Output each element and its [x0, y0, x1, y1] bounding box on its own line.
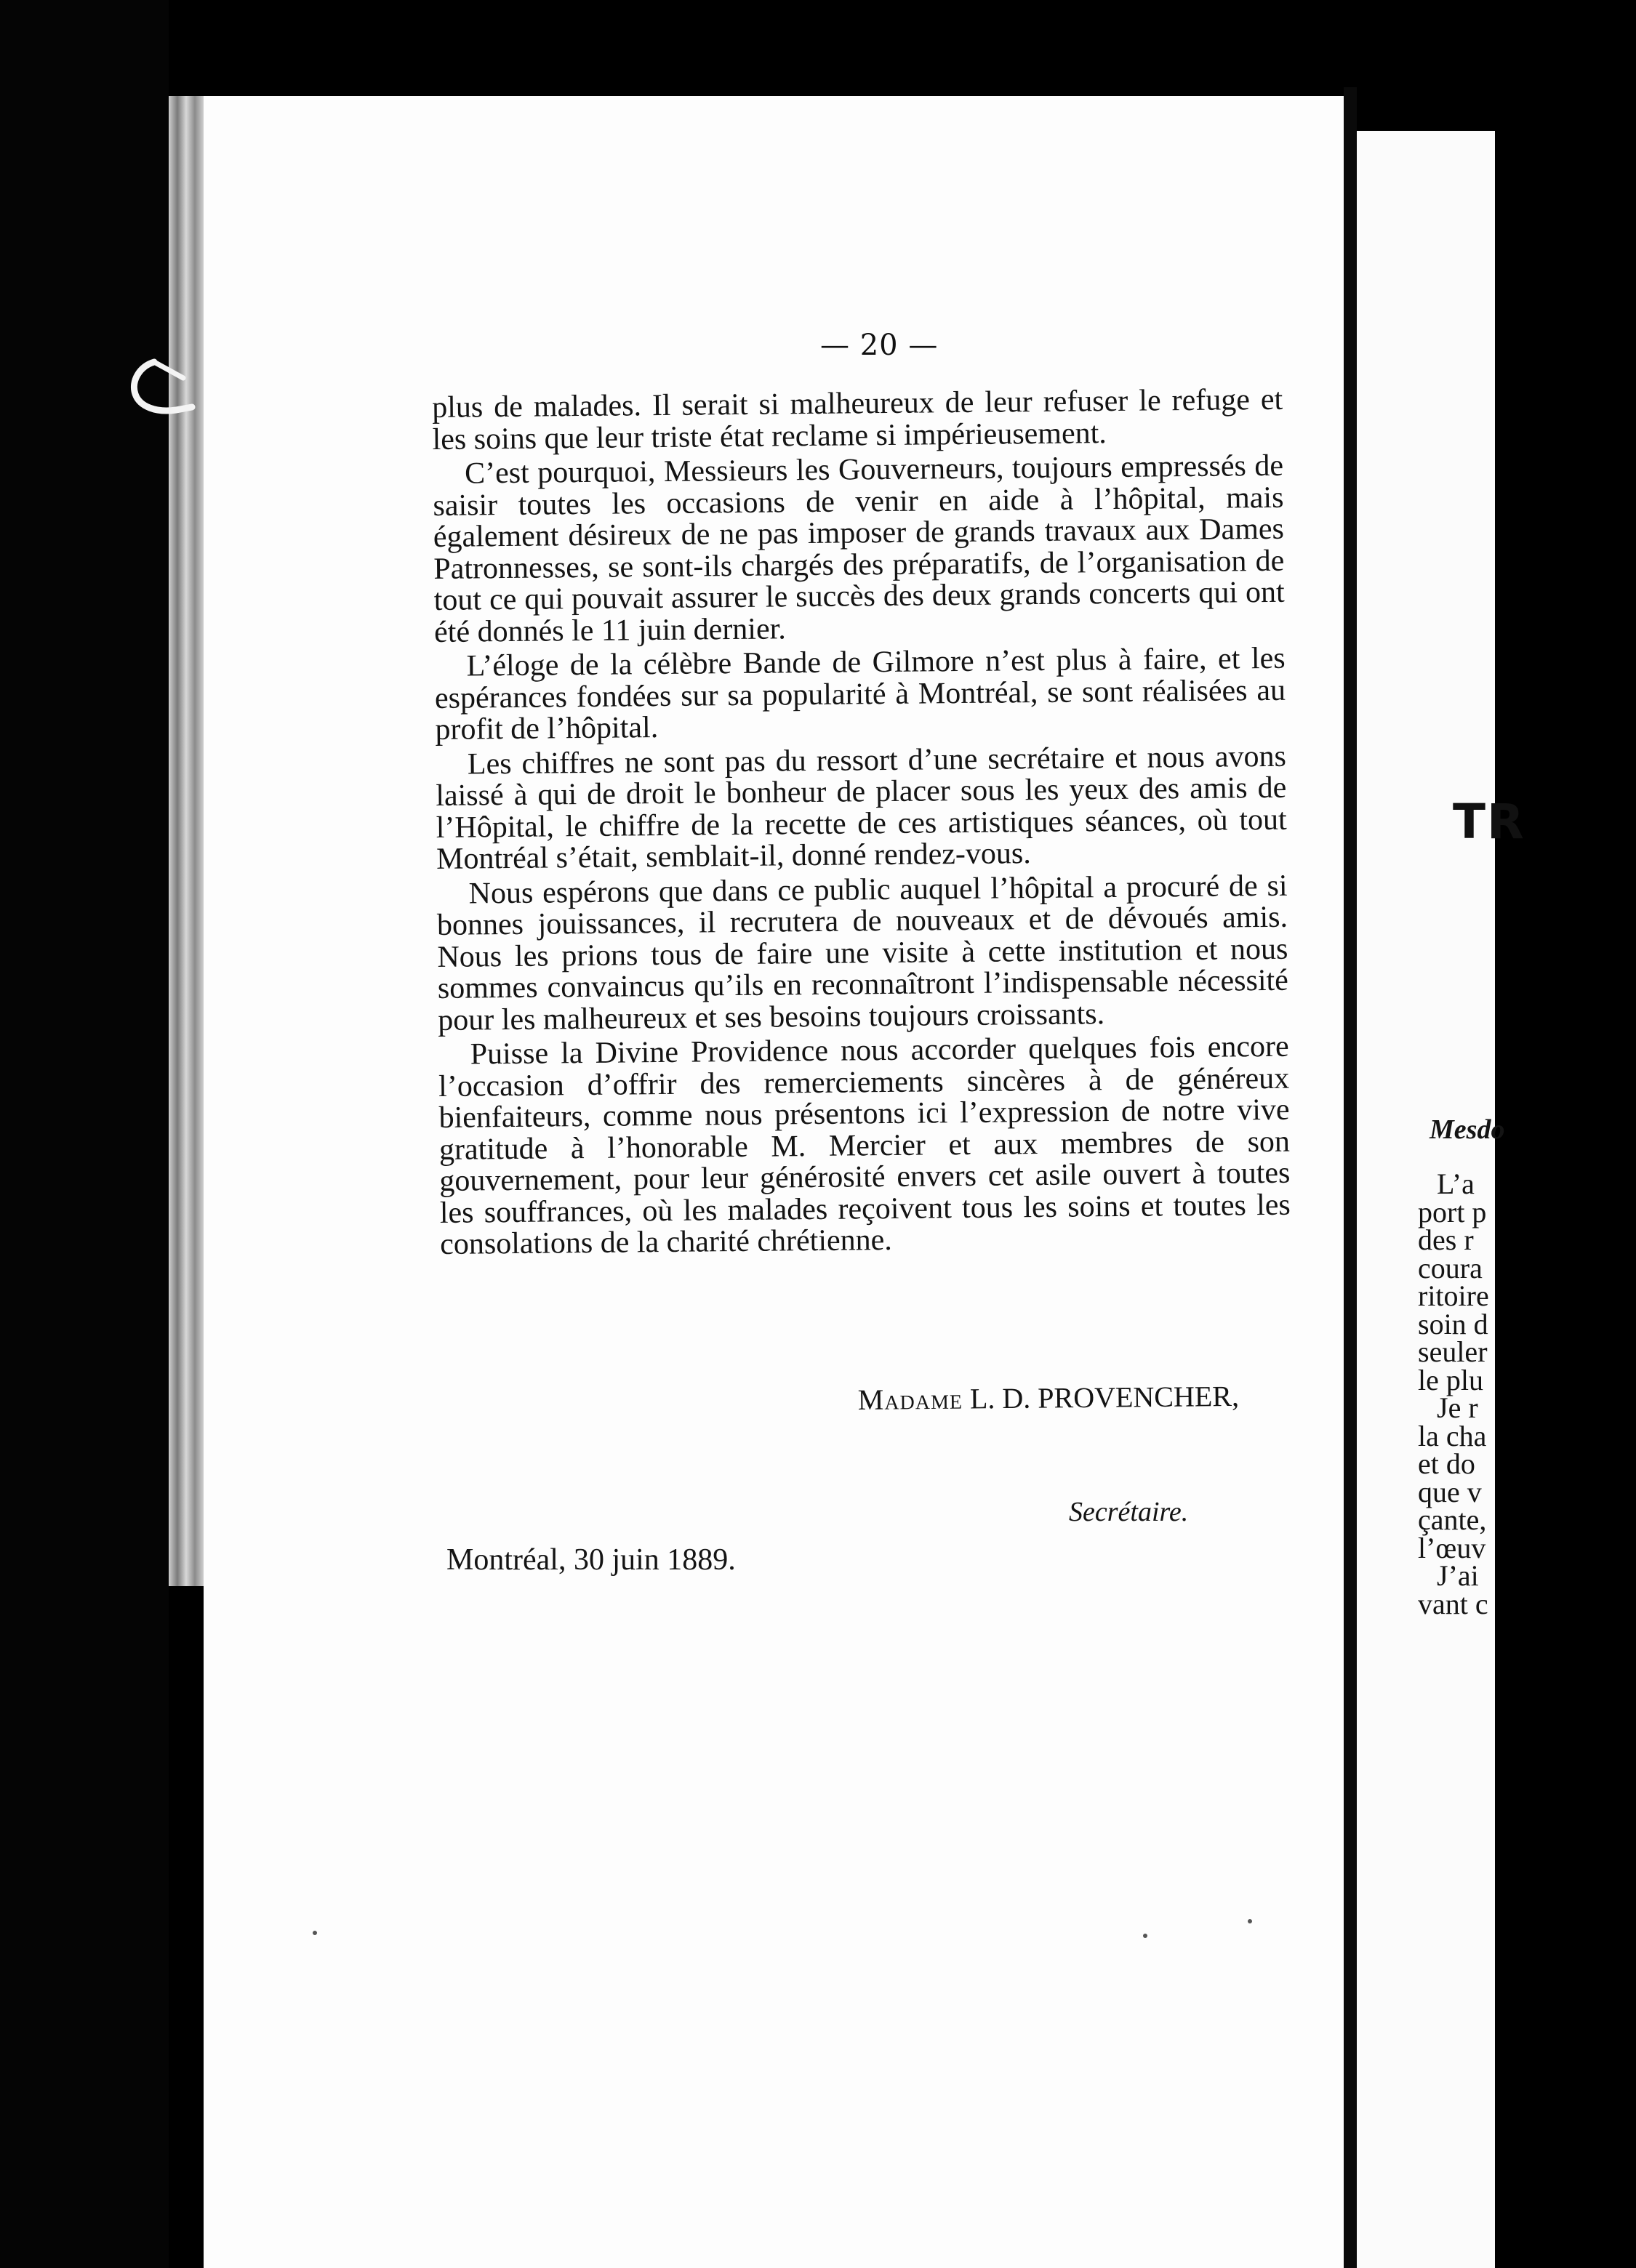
binding-clip-icon [125, 356, 195, 422]
paragraph: Puisse la Divine Providence nous accorder quelques fois encore l’occasion d’offrir des remerciements sincères à de généreux bienfaiteurs, comme nous présentons ici l’expression de notre vive gratitude à l’honorable M. Mercier et aux membres de son gouvernement, pour leur générosité envers cet asile ouvert à toutes les souffrances, où les malades reçoivent tous les soins et toutes les consolations de la charité chrétienne. [438, 1029, 1291, 1261]
facing-page-line: et do [1418, 1447, 1475, 1480]
facing-page-line: seuler [1418, 1335, 1488, 1368]
facing-page-line: l’œuv [1418, 1531, 1486, 1564]
facing-page-line: port p [1418, 1195, 1487, 1228]
paragraph: plus de malades. Il serait si malheureux de leur refuser le refuge et les soins que leur triste état reclame si impérieusement. [431, 382, 1283, 457]
facing-page-line: ritoire [1418, 1279, 1489, 1312]
paragraph: Nous espérons que dans ce public auquel l’hôpital a procuré de si bonnes jouissances, il recrutera de nouveaux et de dévoués amis. Nous les prions tous de faire une visite à cette institution et nous sommes convaincus qu’ils en reconnaîtront l’indispensable nécessité pour les malheureux et ses besoins toujours croissants. [436, 869, 1289, 1037]
signature-honorific: Madame [857, 1382, 963, 1416]
body-text [431, 382, 1291, 1264]
signature-title: Secrétaire. [1069, 1497, 1189, 1527]
signature-name: L. D. PROVENCHER, [969, 1379, 1240, 1415]
facing-page-line: coura [1418, 1251, 1483, 1284]
facing-page-line: la cha [1418, 1419, 1487, 1452]
facing-page-heading: TR [1453, 794, 1525, 850]
scan-speck [1248, 1919, 1252, 1923]
facing-page [1357, 131, 1525, 2268]
paragraph: C’est pourquoi, Messieurs les Gouverneurs, toujours empressés de saisir toutes les occasions de venir en aide à l’hôpital, mais également désireux de ne pas imposer de grands travaux aux Dames Patronnesses, se sont-ils chargés des préparatifs, de l’organisation de tout ce qui pouvait assurer le succès des deux grands concerts qui ont été donnés le 11 juin dernier. [433, 449, 1285, 649]
scan-speck [1143, 1934, 1147, 1938]
facing-page-line: que v [1418, 1475, 1482, 1508]
facing-page-line: soin d [1418, 1307, 1488, 1340]
paragraph: Les chiffres ne sont pas du ressort d’une secrétaire et nous avons laissé à qui de droit le bonheur de placer sous les yeux des amis de l’Hôpital, le chiffre de la recette de ces artistiques séances, où tout Montréal s’était, semblait-il, donné rendez-vous. [436, 739, 1287, 876]
facing-page-line: J’ai [1437, 1559, 1479, 1592]
paragraph: L’éloge de la célèbre Bande de Gilmore n’est plus à faire, et les espérances fondées sur sa popularité à Montréal, se sont réalisées au profit de l’hôpital. [434, 641, 1286, 747]
facing-page-line: des r [1418, 1223, 1474, 1256]
scan-background [0, 0, 169, 2268]
page-gutter [1344, 87, 1357, 2268]
facing-page-text [1418, 1167, 1636, 1620]
page-number: — 20 — [820, 329, 939, 362]
facing-page-line: vant c [1418, 1587, 1488, 1620]
scan-speck [313, 1931, 317, 1935]
facing-page-line: Je r [1437, 1391, 1478, 1424]
facing-page-line: L’a [1437, 1167, 1475, 1200]
facing-page-salutation: Mesdo [1430, 1114, 1505, 1145]
signature [774, 1379, 1239, 1418]
book-binding-edge [169, 96, 204, 1586]
dateline: Montréal, 30 juin 1889. [446, 1543, 736, 1577]
facing-page-line: çante, [1418, 1503, 1487, 1536]
facing-page-line: le plu [1418, 1363, 1483, 1396]
